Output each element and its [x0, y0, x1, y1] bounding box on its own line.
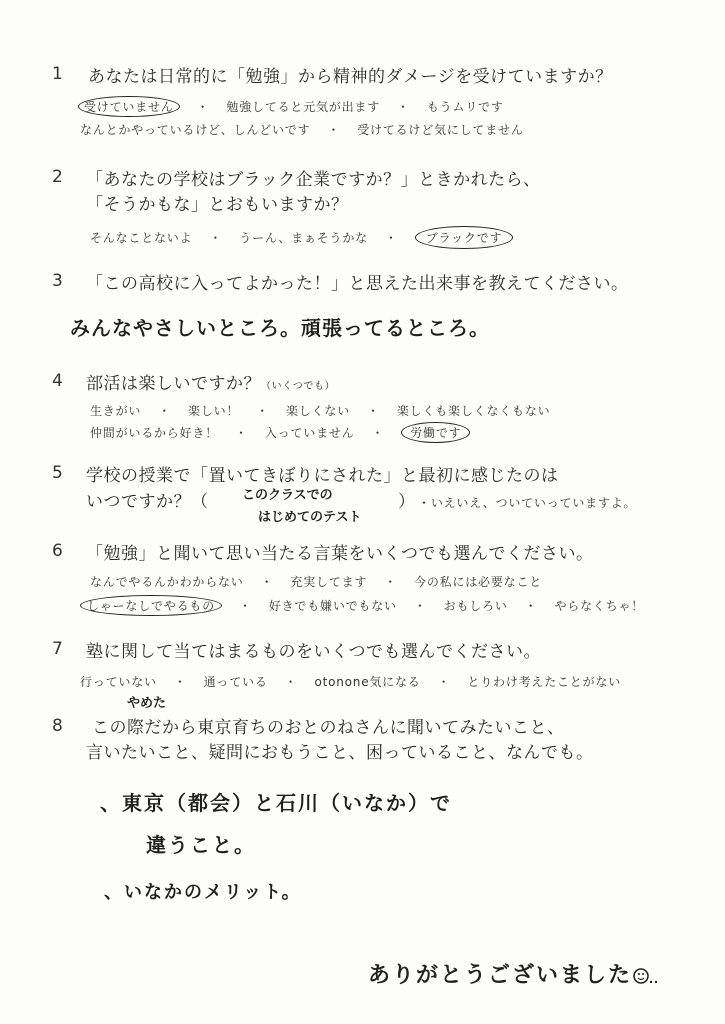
- option: そんなことないよ: [90, 231, 193, 245]
- question-text: 「あなたの学校はブラック企業ですか？」ときかれたら、: [86, 170, 541, 190]
- question-number: 1: [52, 64, 63, 84]
- question-text: この際だから東京育ちのおとのねさんに聞いてみたいこと、: [92, 718, 565, 738]
- options-row: そんなことないよ ・ うーん、まぁそうかな ・ ブラックです: [90, 226, 513, 249]
- question-text: 「そうかもな」とおもいますか？: [86, 195, 349, 215]
- option-label: いえいえ、ついていっていますよ。: [430, 496, 637, 510]
- paren-close: ）: [398, 492, 416, 512]
- handwritten-answer: 違うこと。: [146, 833, 256, 857]
- option: 受けてるけど気にしてません: [357, 123, 524, 137]
- option-selected: 労働です: [401, 422, 470, 443]
- option: うーん、まぁそうかな: [239, 231, 368, 245]
- option: 好きでも嫌いでもない: [268, 599, 397, 613]
- option: 勉強してると元気が出ます: [226, 100, 381, 114]
- question-number: 3: [52, 271, 63, 291]
- closing-message: [368, 958, 658, 989]
- handwritten-answer: 、いなかのメリット。: [104, 882, 302, 903]
- option: 仲間がいるから好き！: [90, 426, 219, 440]
- question-text: いつですか？（: [86, 492, 209, 512]
- option: おもしろい: [443, 599, 508, 613]
- question-number: 5: [52, 463, 63, 483]
- options-row: 仲間がいるから好き！ ・ 入っていません ・ 労働です: [90, 422, 470, 443]
- question-text-main: 部活は楽しいですか？: [86, 374, 261, 394]
- question-text: [86, 369, 335, 394]
- question-text: 塾に関して当てはまるものをいくつでも選んでください。: [86, 642, 541, 662]
- options-row: 受けていません ・ 勉強してると元気が出ます ・ もうムリです: [78, 96, 504, 117]
- closing-text: ありがとうございました: [368, 963, 633, 988]
- handwritten-annotation: やめた: [127, 696, 167, 711]
- option: 楽しくも楽しくなくもない: [396, 404, 551, 418]
- question-number: 2: [52, 167, 63, 187]
- option: otonone気になる: [314, 675, 421, 689]
- question-number: 6: [52, 541, 63, 561]
- question-text: 「この高校に入ってよかった！」と思えた出来事を教えてください。: [86, 274, 629, 294]
- option-selected: 受けていません: [78, 96, 180, 117]
- option: 充実してます: [290, 575, 368, 589]
- handwritten-answer: みんなやさしいところ。頑張ってるところ。: [70, 316, 490, 340]
- question-text: 学校の授業で「置いてきぼりにされた」と最初に感じたのは: [86, 466, 559, 486]
- option: 通っている: [203, 675, 268, 689]
- question-number: 7: [52, 639, 63, 659]
- option: なんでやるんかわからない: [90, 575, 244, 589]
- option: もうムリです: [426, 100, 504, 114]
- option: 入っていません: [264, 426, 355, 440]
- option: なんとかやっているけど、しんどいです: [80, 123, 311, 137]
- option-selected: ブラックです: [415, 226, 514, 249]
- question-text: あなたは日常的に「勉強」から精神的ダメージを受けていますか？: [88, 67, 613, 87]
- smiley-doodle-icon: [632, 966, 658, 986]
- question-number: 8: [52, 716, 63, 736]
- handwritten-answer: 、東京（都会）と石川（いなか）で: [100, 791, 452, 815]
- options-row: [418, 494, 636, 511]
- question-number: 4: [52, 371, 63, 391]
- handwritten-answer: はじめてのテスト: [258, 510, 362, 525]
- option: 今の私には必要なこと: [414, 575, 543, 589]
- option: ・いえいえ、ついていっていますよ。: [418, 496, 637, 510]
- option: とりわけ考えたことがない: [467, 675, 621, 689]
- option: 楽しくない: [286, 404, 351, 418]
- option: 行っていない: [80, 675, 157, 689]
- option: やらなくちゃ！: [554, 599, 645, 613]
- question-text: 「勉強」と聞いて思い当たる言葉をいくつでも選んでください。: [86, 544, 594, 564]
- options-row: しゃーなしでやるもの ・ 好きでも嫌いでもない ・ おもしろい ・ やらなくちゃ！: [80, 595, 644, 616]
- option: 生きがい: [90, 404, 142, 418]
- options-row: なんでやるんかわからない ・ 充実してます ・ 今の私には必要なこと: [90, 575, 543, 589]
- options-row: なんとかやっているけど、しんどいです ・ 受けてるけど気にしてません: [80, 123, 524, 137]
- options-row: 行っていない ・ 通っている ・ otonone気になる ・ とりわけ考えたことがない: [80, 675, 621, 689]
- options-row: 生きがい ・ 楽しい！ ・ 楽しくない ・ 楽しくも楽しくなくもない: [90, 404, 551, 418]
- option-selected: しゃーなしでやるもの: [80, 595, 222, 616]
- question-note: （いくつでも）: [261, 381, 336, 392]
- handwritten-answer: このクラスでの: [242, 488, 333, 503]
- option: 楽しい！: [188, 404, 240, 418]
- question-text: 言いたいこと、疑問におもうこと、困っていること、なんでも。: [86, 743, 594, 763]
